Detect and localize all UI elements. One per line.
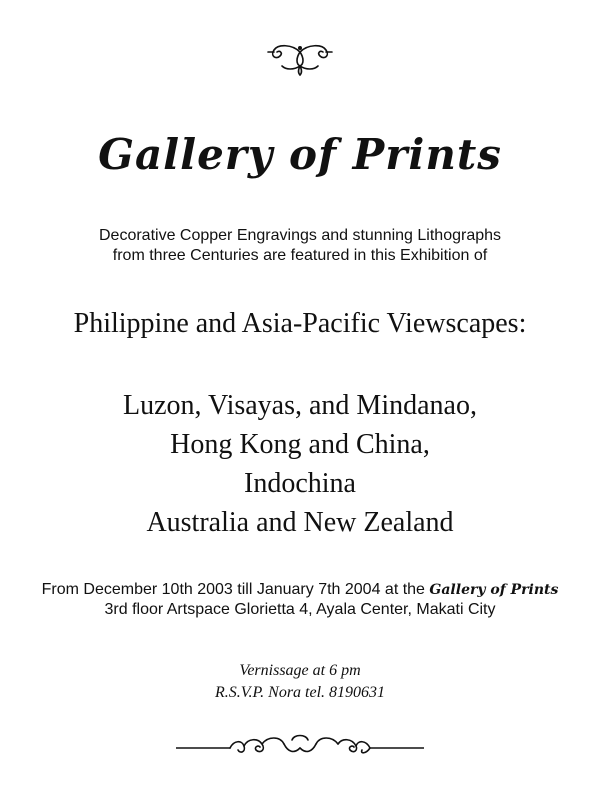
intro-text [0, 226, 600, 266]
exhibition-dates [0, 580, 600, 620]
regions-list [0, 386, 600, 542]
scroll-divider-icon [176, 728, 424, 762]
page-title: Gallery of Prints [98, 130, 502, 179]
rsvp-block [0, 660, 600, 704]
region-item: Indochina [244, 468, 356, 499]
region-item: Australia and New Zealand [146, 507, 454, 538]
intro-line: Decorative Copper Engravings and stunning Lithographs [98, 227, 502, 244]
region-item: Hong Kong and China, [170, 429, 430, 460]
venue-address: 3rd floor Artspace Glorietta 4, Ayala Center, Makati City [104, 601, 496, 618]
venue-name: Gallery of Prints [429, 582, 559, 598]
exhibition-subject: Philippine and Asia-Pacific Viewscapes: [73, 308, 527, 339]
flourish-ornament-icon [264, 38, 336, 78]
rsvp-contact: R.S.V.P. Nora tel. 8190631 [214, 684, 386, 701]
date-range-text: From December 10th 2003 till January 7th 2004 at the [41, 581, 430, 598]
region-item: Luzon, Visayas, and Mindanao, [123, 390, 477, 421]
vernissage-time: Vernissage at 6 pm [239, 662, 361, 679]
intro-line: from three Centuries are featured in this Exhibition of [112, 247, 488, 264]
date-line [0, 580, 600, 600]
